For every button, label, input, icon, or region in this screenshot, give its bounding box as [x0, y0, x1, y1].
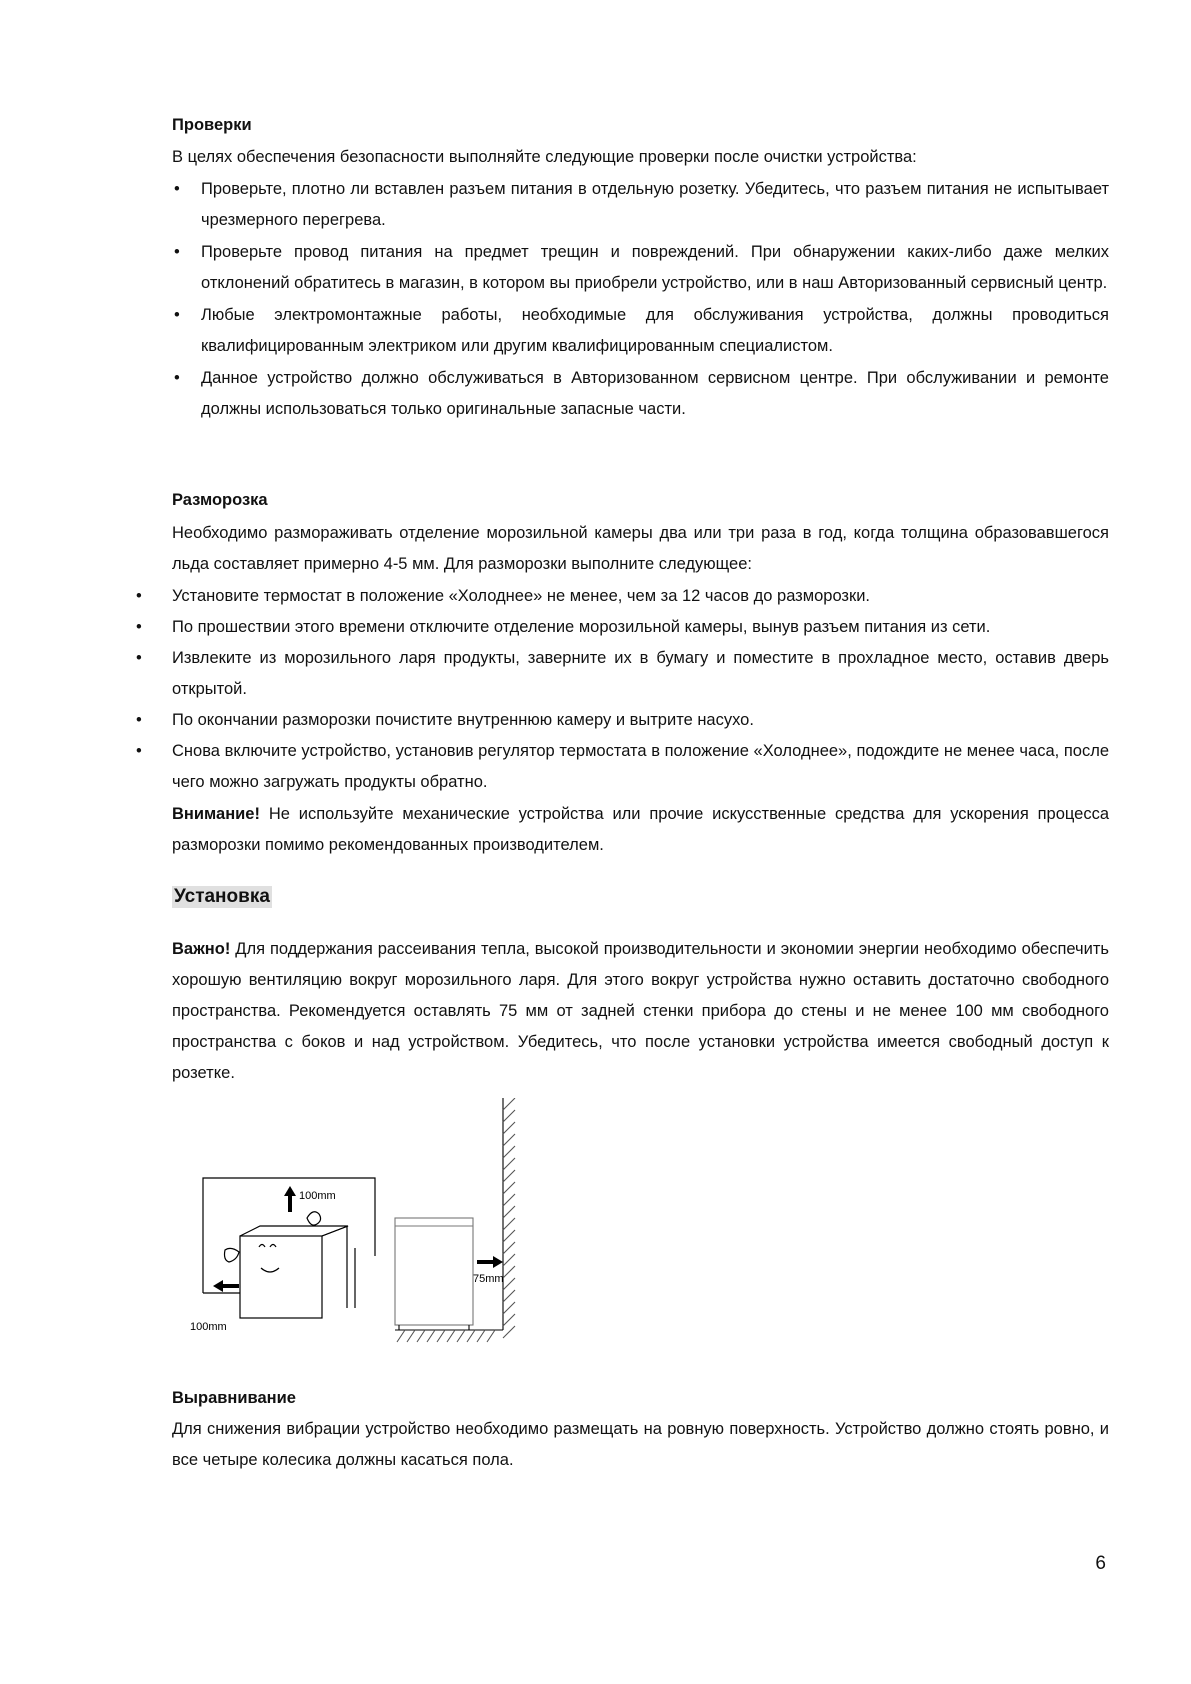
warning-label: Внимание! — [172, 805, 260, 823]
bullet-icon: • — [136, 649, 142, 667]
list-item: • По окончании разморозки почистите внутреннюю камеру и вытрите насухо. — [130, 705, 1109, 736]
bullet-icon: • — [136, 711, 142, 729]
arrow-up-icon — [284, 1186, 296, 1212]
arrow-left-icon — [213, 1280, 239, 1292]
label-back-clearance: 75mm — [473, 1273, 504, 1285]
list-item: • Проверьте провод питания на предмет трещин и повреждений. При обнаружении каких-либо даже мелких отклонений обратитесь в магазин, в котором вы приобрели устройство, или в наш Авторизованный сервисный центр. — [172, 237, 1109, 299]
page-number: 6 — [1095, 1553, 1106, 1574]
list-item: • Проверьте, плотно ли вставлен разъем питания в отдельную розетку. Убедитесь, что разъем питания не испытывает чрезмерного перегрева. — [172, 174, 1109, 236]
list-item: • По прошествии этого времени отключите отделение морозильной камеры, вынув разъем питания из сети. — [130, 612, 1109, 643]
installation-diagram — [185, 1098, 545, 1343]
install-important: Важно! Для поддержания рассеивания тепла, высокой производительности и экономии энергии необходимо обеспечить хорошую вентиляцию вокруг морозильного ларя. Для этого вокруг устройства нужно оставить достаточно свободного пространства. Рекомендуется оставлять 75 мм от задней стенки прибора до стены и не менее 100 мм свободного пространства с боков и над устройством. Убедитесь, что после установки устройства имеется свободный доступ к розетке. — [172, 940, 1109, 1082]
bullet-icon: • — [136, 618, 142, 636]
list-item: • Установите термостат в положение «Холоднее» не менее, чем за 12 часов до разморозки. — [130, 581, 1109, 612]
bullet-icon: • — [174, 180, 180, 198]
defrost-intro: Необходимо размораживать отделение морозильной камеры два или три раза в год, когда толщина образовавшегося льда составляет примерно 4-5 мм. Для разморозки выполните следующее: — [172, 524, 1109, 573]
list-item: • Извлеките из морозильного ларя продукты, заверните их в бумагу и поместите в прохладное место, оставив дверь открытой. — [130, 643, 1109, 705]
arrow-right-icon — [477, 1256, 503, 1268]
section-title-checks: Проверки — [172, 116, 252, 134]
section-title-defrost: Разморозка — [172, 491, 268, 509]
section-title-install: Установка — [174, 886, 270, 907]
bullet-icon: • — [174, 306, 180, 324]
level-text: Для снижения вибрации устройство необходимо размещать на ровную поверхность. Устройство должно стоять ровно, и все четыре колесика должны касаться пола. — [172, 1420, 1109, 1469]
bullet-icon: • — [136, 742, 142, 760]
important-label: Важно! — [172, 940, 231, 958]
label-top-clearance: 100mm — [299, 1190, 336, 1202]
bullet-icon: • — [174, 243, 180, 261]
defrost-list — [130, 581, 1109, 798]
defrost-warning: Внимание! Не используйте механические устройства или прочие искусственные средства для ускорения процесса разморозки помимо рекомендованных производителем. — [172, 805, 1109, 854]
label-side-clearance: 100mm — [190, 1321, 227, 1333]
checks-list — [172, 174, 1109, 425]
list-item: • Снова включите устройство, установив регулятор термостата в положение «Холоднее», подождите не менее часа, после чего можно загружать продукты обратно. — [130, 736, 1109, 798]
bullet-icon: • — [136, 587, 142, 605]
list-item: • Любые электромонтажные работы, необходимые для обслуживания устройства, должны проводиться квалифицированным электриком или другим квалифицированным специалистом. — [172, 300, 1109, 362]
bullet-icon: • — [174, 369, 180, 387]
freezer-side-figure — [395, 1098, 515, 1342]
list-item: • Данное устройство должно обслуживаться в Авторизованном сервисном центре. При обслуживании и ремонте должны использоваться только оригинальные запасные части. — [172, 363, 1109, 425]
section-title-level: Выравнивание — [172, 1389, 296, 1407]
checks-intro: В целях обеспечения безопасности выполняйте следующие проверки после очистки устройства: — [172, 148, 917, 166]
